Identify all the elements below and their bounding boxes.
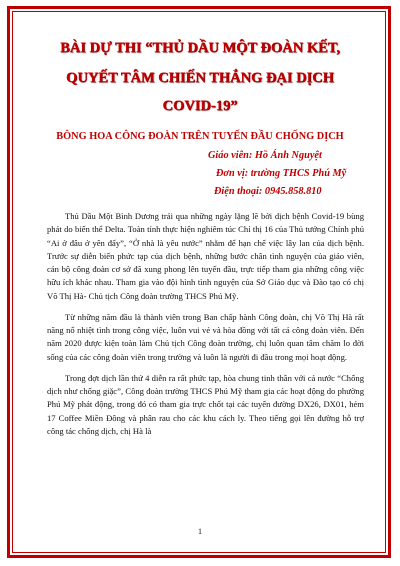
phone-number: Điện thoại: 0945.858.810 <box>214 186 322 197</box>
title-line-3: COVID-19” <box>162 98 238 114</box>
title-line-1: BÀI DỰ THI “THỦ DẦU MỘT ĐOÀN KẾT, <box>60 40 340 56</box>
subtitle: BÔNG HOA CÔNG ĐOÀN TRÊN TUYẾN ĐẦU CHỐNG DỊCH <box>56 131 344 142</box>
paragraph-1: Thủ Dầu Một Bình Dương trải qua những ngày lặng lẽ bởi dịch bệnh Covid-19 bùng phát do biến thể Delta. Toàn tỉnh thực hiện nghiêm túc Chỉ thị 16 của Thủ tướng Chính phủ “Ai ở đâu ở yên đấy”, “Ở nhà là yêu nước” nhằm để hạn chế việc lây lan của dịch bệnh. Trước sự diễn biến phức tạp của dịch bệnh, những bước chân tình nguyện của giáo viên, cán bộ công đoàn cơ sở đã xung phong lên tuyến đầu, trực tiếp tham gia những công việc hữu ích khác nhau. Tham gia vào đội hình tình nguyện của Sở Giáo dục và Đào tạo có chị Võ Thị Hà- Chủ tịch Công đoàn trường THCS Phú Mỹ. <box>47 211 364 301</box>
paragraph-2: Từ những năm đầu là thành viên trong Ban chấp hành Công đoàn, chị Võ Thị Hà rất năng nổ nhiệt tình trong công việc, luôn vui vẻ và hòa đồng với tất cả công đoàn viên. Đến năm 2020 được kiện toàn làm Chủ tịch Công đoàn trường, chị luôn quan tâm chăm lo đời sống của các công đoàn viên trong trường và luôn là người đi đầu trong mọi hoạt động. <box>47 311 364 362</box>
page-number: 1 <box>198 527 202 536</box>
school-unit: Đơn vị: trường THCS Phú Mỹ <box>216 168 347 179</box>
body-text <box>47 210 364 446</box>
paragraph-3: Trong đợt dịch lần thứ 4 diễn ra rất phức tạp, hòa chung tinh thần với cả nước “Chống dịch như chống giặc”, Công đoàn trường THCS Phú Mỹ tham gia các hoạt động do phường Phú Mỹ phát động, trong đó có tham gia trực chốt tại các tuyến đường DX26, DX01, hẻm 17 Coffee Miền Đông và phân rau cho các khu cách ly. Theo tiếng gọi lên đường hỗ trợ công tác chống dịch, chị Hà là <box>47 372 364 436</box>
title-line-2: QUYẾT TÂM CHIẾN THẮNG ĐẠI DỊCH <box>66 70 334 86</box>
teacher-name: Giáo viên: Hồ Ánh Nguyệt <box>208 150 322 161</box>
